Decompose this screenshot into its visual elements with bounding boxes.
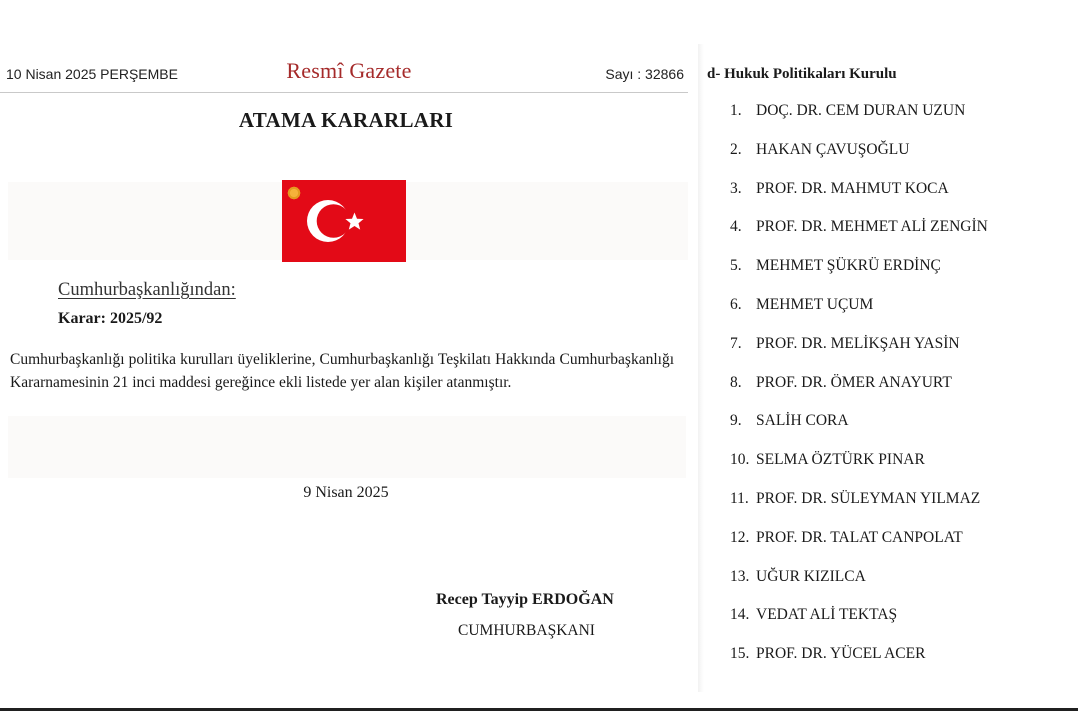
list-item [730,218,988,257]
member-name: PROF. DR. ÖMER ANAYURT [756,373,952,391]
list-item [730,529,988,568]
member-number: 2. [730,140,742,158]
blank-band [8,416,686,478]
list-item [730,180,988,219]
member-name: SALİH CORA [756,412,849,430]
header-date: 10 Nisan 2025 PERŞEMBE [6,66,178,82]
panel-edge [698,44,704,692]
member-number: 5. [730,257,742,275]
gazette-title [0,58,698,84]
member-name: MEHMET UÇUM [756,295,874,313]
decision-date: 9 Nisan 2025 [303,484,389,501]
member-list-panel [698,44,1074,692]
member-number: 1. [730,102,742,119]
member-name: PROF. DR. TALAT CANPOLAT [756,528,963,546]
list-item [730,490,988,529]
decision-number: Karar: 2025/92 [58,310,163,327]
member-name: VEDAT ALİ TEKTAŞ [756,606,898,624]
member-number: 4. [730,218,742,236]
issue-number: Sayı : 32866 [605,66,684,82]
list-item [730,257,988,296]
crescent-star-icon [282,180,406,262]
list-item [730,296,988,335]
member-name: UĞUR KIZILCA [756,567,866,585]
member-number: 14. [730,606,750,624]
list-item [730,606,988,645]
member-number: 6. [730,295,742,313]
member-name: MEHMET ŞÜKRÜ ERDİNÇ [756,257,941,275]
member-number: 11. [730,489,749,507]
list-item [730,335,988,374]
member-number: 12. [730,528,750,546]
member-number: 13. [730,567,750,585]
issuer-heading: Cumhurbaşkanlığından: [58,280,236,300]
member-name: PROF. DR. MELİKŞAH YASİN [756,334,960,352]
list-item [730,645,988,684]
document-heading: ATAMA KARARLARI [238,108,454,132]
list-item [730,451,988,490]
list-item [730,412,988,451]
member-name: HAKAN ÇAVUŞOĞLU [756,140,910,158]
member-name: PROF. DR. YÜCEL ACER [756,645,926,663]
member-number: 9. [730,412,742,430]
list-item [730,141,988,180]
signatory-name: Recep Tayyip ERDOĞAN [436,591,614,608]
section-title: d- Hukuk Politikaları Kurulu [707,66,897,82]
decision-document [0,44,698,708]
member-number: 15. [730,645,750,663]
decision-body: Cumhurbaşkanlığı politika kurulları üyeliklerine, Cumhurbaşkanlığı Teşkilatı Hakkında Cumhurbaşkanlığı Kararnamesinin 21 inci maddesi gereğince ekli listede yer alan kişiler atanmıştır. [10,351,674,391]
member-name: DOÇ. DR. CEM DURAN UZUN [756,102,966,119]
list-item [730,374,988,413]
member-number: 7. [730,334,742,352]
turkish-flag-icon [282,180,406,262]
member-name: PROF. DR. MEHMET ALİ ZENGİN [756,218,988,236]
list-item [730,102,988,141]
member-name: PROF. DR. MAHMUT KOCA [756,179,949,197]
signatory-title: CUMHURBAŞKANI [458,622,595,639]
member-name: PROF. DR. SÜLEYMAN YILMAZ [756,489,981,507]
gazette-title-text: Resmî Gazete [286,58,412,83]
member-list [730,102,988,684]
member-number: 3. [730,179,742,197]
member-name: SELMA ÖZTÜRK PINAR [756,451,925,469]
list-item [730,568,988,607]
header-divider [0,92,688,93]
member-number: 8. [730,373,742,391]
member-number: 10. [730,451,750,469]
